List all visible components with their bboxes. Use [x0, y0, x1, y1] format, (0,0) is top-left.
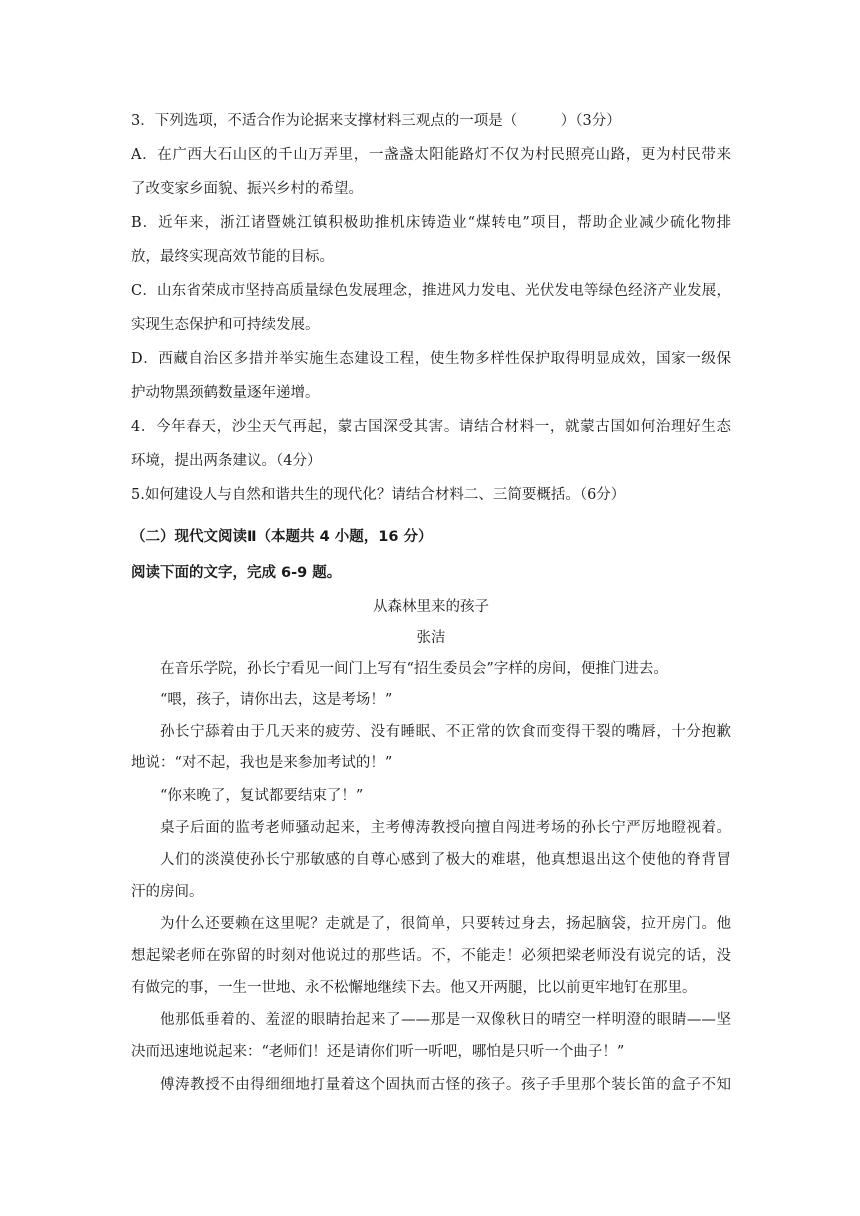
- option-a-line-1: A．在广西大石山区的千山万弄里，一盏盏太阳能路灯不仅为村民照亮山路，更为村民带来: [131, 147, 731, 163]
- option-c-line-1: C．山东省荣成市坚持高质量绿色发展理念，推进风力发电、光伏发电等绿色经济产业发展，: [131, 283, 731, 299]
- story-line: 他那低垂着的、羞涩的眼睛抬起来了——那是一双像秋日的晴空一样明澄的眼睛——坚: [160, 1012, 731, 1028]
- story-line: 为什么还要赖在这里呢？走就是了，很简单，只要转过身去，扬起脑袋，拉开房门。他: [160, 916, 731, 932]
- question-4-line-2: 环境，提出两条建议。（4分）: [131, 453, 322, 469]
- story-line: 傅涛教授不由得细细地打量着这个固执而古怪的孩子。孩子手里那个装长笛的盒子不知: [160, 1077, 731, 1093]
- story-line: 桌子后面的监考老师骚动起来，主考傅涛教授向擅自闯进考场的孙长宁严厉地瞪视着。: [160, 820, 731, 836]
- option-d-line-1: D．西藏自治区多措并举实施生态建设工程，使生物多样性保护取得明显成效，国家一级保: [131, 351, 731, 367]
- story-line: 想起梁老师在弥留的时刻对他说过的那些话。不，不能走！必须把梁老师没有说完的话，没: [131, 948, 731, 964]
- story-line: 人们的淡漠使孙长宁那敏感的自尊心感到了极大的难堪，他真想退出这个使他的脊背冒: [160, 852, 731, 868]
- question-5: 5.如何建设人与自然和谐共生的现代化？请结合材料二、三简要概括。（6分）: [131, 487, 626, 503]
- option-b-line-1: B．近年来，浙江诸暨姚江镇积极助推机床铸造业“煤转电”项目，帮助企业减少硫化物排: [131, 215, 731, 231]
- story-line: 孙长宁舔着由于几天来的疲劳、没有睡眠、不正常的饮食而变得干裂的嘴唇，十分抱歉: [160, 724, 731, 740]
- story-line: 汗的房间。: [131, 884, 204, 900]
- section-instruction: 阅读下面的文字，完成 6-9 题。: [131, 565, 342, 581]
- story-line: 有做完的事，一生一世地、永不松懈地继续下去。他又开两腿，比以前更牢地钉在那里。: [131, 980, 697, 996]
- option-d-line-2: 护动物黑颈鹤数量逐年递增。: [131, 385, 320, 401]
- question-3-stem: 3．下列选项，不适合作为论据来支撑材料三观点的一项是（ ）（3分）: [131, 113, 621, 129]
- story-line: 地说：“对不起，我也是来参加考试的！”: [131, 755, 393, 771]
- story-line: “喂，孩子，请你出去，这是考场！”: [160, 692, 393, 708]
- story-author: 张洁: [416, 630, 446, 646]
- option-b-line-2: 放，最终实现高效节能的目标。: [131, 249, 334, 265]
- option-c-line-2: 实现生态保护和可持续发展。: [131, 317, 320, 333]
- option-a-line-2: 了改变家乡面貌、振兴乡村的希望。: [131, 181, 363, 197]
- question-4-line-1: 4．今年春天，沙尘天气再起，蒙古国深受其害。请结合材料一，就蒙古国如何治理好生态: [131, 419, 731, 435]
- story-line: 决而迅速地说起来：“老师们！还是请你们听一听吧，哪怕是只听一个曲子！”: [131, 1044, 625, 1060]
- story-line: “你来晚了，复试都要结束了！”: [160, 788, 364, 804]
- story-line: 在音乐学院，孙长宁看见一间门上写有“招生委员会”字样的房间，便推门进去。: [160, 661, 668, 677]
- story-title: 从森林里来的孩子: [373, 599, 489, 615]
- section-heading: （二）现代文阅读Ⅱ（本题共 4 小题，16 分）: [131, 529, 433, 545]
